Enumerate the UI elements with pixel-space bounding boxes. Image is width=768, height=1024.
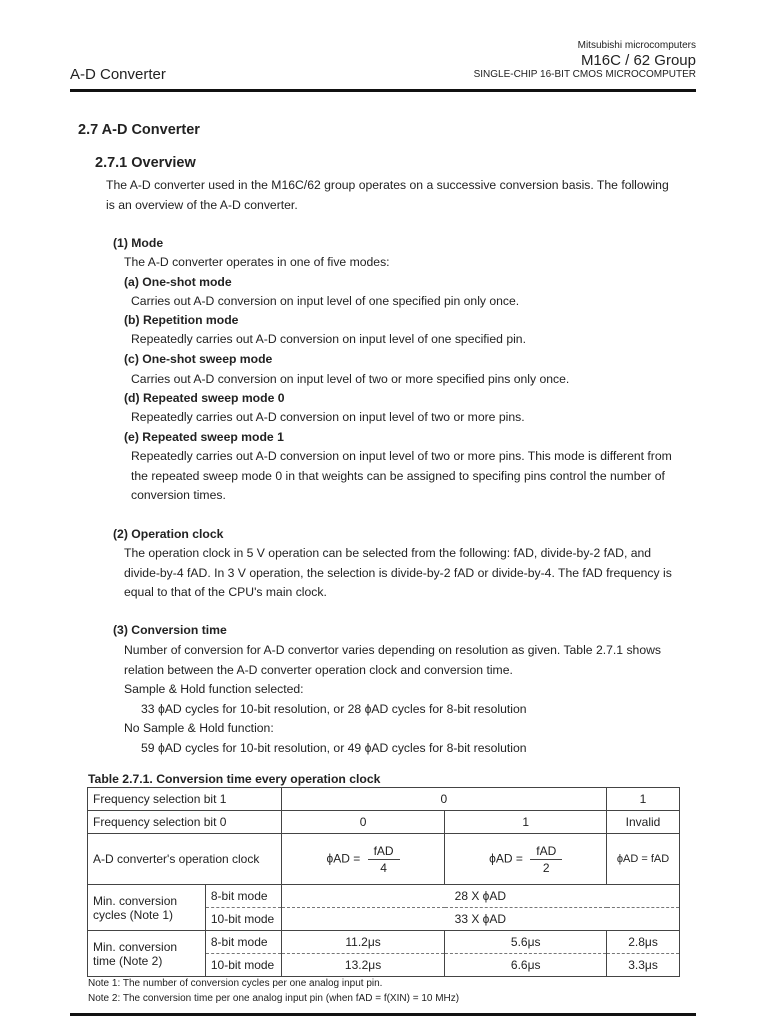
table-cell	[88, 885, 206, 931]
mode-b-title: (b) Repetition mode	[124, 313, 239, 327]
table-cell: A-D converter's operation clock	[88, 834, 282, 885]
table-cell: 1	[607, 788, 680, 811]
table-cell: 0	[281, 788, 606, 811]
mode-e-line: Repeatedly carries out A-D conversion on input level of two or more pins. This mode is different from	[131, 449, 672, 463]
table-cell: 13.2μs	[281, 954, 445, 977]
header-section: A-D Converter	[70, 66, 166, 83]
table-cell: Frequency selection bit 1	[88, 788, 282, 811]
fraction-numerator: fAD	[530, 844, 562, 860]
table-row	[88, 811, 680, 834]
table-cell	[281, 834, 445, 885]
phi-formula: ϕAD =	[489, 851, 523, 866]
clock-paragraph	[124, 544, 672, 603]
clock-line: The operation clock in 5 V operation can be selected from the following: fAD, divide-by-2 fAD, and	[124, 546, 652, 560]
fraction-denominator: 2	[542, 860, 550, 875]
conversion-time-table	[87, 787, 680, 977]
conversion-line: Sample & Hold function selected:	[124, 682, 304, 696]
header-rule	[70, 89, 696, 92]
table-cell: 28 X ϕAD	[281, 885, 679, 908]
table-cell: 5.6μs	[445, 931, 607, 954]
mode-b-desc: Repeatedly carries out A-D conversion on input level of one specified pin.	[131, 332, 526, 346]
mode-e-line: conversion times.	[131, 488, 226, 502]
conversion-line: 33 ϕAD cycles for 10-bit resolution, or 28 ϕAD cycles for 8-bit resolution	[141, 701, 527, 716]
mode-intro: The A-D converter operates in one of five modes:	[124, 255, 390, 269]
clock-line: divide-by-4 fAD. In 3 V operation, the selection is divide-by-2 fAD or divide-by-4. The fAD frequency is	[124, 565, 672, 580]
table-cell: 6.6μs	[445, 954, 607, 977]
table-row	[88, 885, 680, 908]
fraction-denominator: 4	[380, 860, 387, 875]
table-caption: Table 2.7.1. Conversion time every operation clock	[88, 772, 381, 786]
header-subtitle: SINGLE-CHIP 16-BIT CMOS MICROCOMPUTER	[473, 69, 696, 80]
intro-line: is an overview of the A-D converter.	[106, 197, 298, 212]
table-cell: 3.3μs	[607, 954, 680, 977]
footer-rule	[70, 1013, 696, 1016]
table-cell: 8-bit mode	[205, 885, 281, 908]
clock-line: equal to that of the CPU's main clock.	[124, 585, 327, 599]
table-cell	[445, 834, 607, 885]
mode-a-desc: Carries out A-D conversion on input level of one specified pin only once.	[131, 294, 520, 308]
section-title: 2.7 A-D Converter	[78, 122, 200, 138]
time-label-line: time (Note 2)	[93, 953, 163, 968]
cycles-label-line: cycles (Note 1)	[93, 907, 174, 922]
phi-formula: ϕAD =	[326, 851, 361, 866]
mode-e-title: (e) Repeated sweep mode 1	[124, 430, 284, 444]
table-row	[88, 788, 680, 811]
conversion-heading: (3) Conversion time	[113, 623, 227, 637]
section-subtitle: 2.7.1 Overview	[95, 155, 196, 171]
table-cell: Invalid	[607, 811, 680, 834]
table-cell: 0	[281, 811, 445, 834]
table-cell: Frequency selection bit 0	[88, 811, 282, 834]
intro-line: The A-D converter used in the M16C/62 group operates on a successive conversion basis. The following	[106, 178, 669, 192]
mode-c-desc: Carries out A-D conversion on input level of two or more specified pins only once.	[131, 372, 570, 386]
fraction-fad-4	[368, 844, 400, 875]
table-cell: 11.2μs	[281, 931, 445, 954]
header-company: Mitsubishi microcomputers	[577, 40, 696, 51]
table-cell: 33 X ϕAD	[281, 908, 679, 931]
clock-heading: (2) Operation clock	[113, 527, 224, 541]
time-label-line: Min. conversion	[93, 939, 178, 954]
conversion-line: No Sample & Hold function:	[124, 721, 274, 735]
table-cell: 10-bit mode	[205, 954, 281, 977]
header-group: M16C / 62 Group	[580, 52, 696, 69]
table-cell: ϕAD = fAD	[607, 834, 680, 885]
mode-heading: (1) Mode	[113, 236, 164, 250]
table-cell: 8-bit mode	[205, 931, 281, 954]
note-2: Note 2: The conversion time per one analog input pin (when fAD = f(XIN) = 10 MHz)	[88, 993, 460, 1004]
mode-e-desc	[131, 447, 672, 506]
fraction-fad-2	[530, 844, 562, 875]
conversion-line: 59 ϕAD cycles for 10-bit resolution, or 49 ϕAD cycles for 8-bit resolution	[141, 740, 527, 755]
fraction-numerator: fAD	[368, 844, 400, 860]
mode-a-title: (a) One-shot mode	[124, 275, 232, 289]
conversion-line: relation between the A-D converter operation clock and conversion time.	[124, 662, 513, 677]
table-cell	[88, 931, 206, 977]
note-1: Note 1: The number of conversion cycles per one analog input pin.	[88, 978, 383, 989]
table-row	[88, 931, 680, 954]
table-cell: 2.8μs	[607, 931, 680, 954]
mode-d-title: (d) Repeated sweep mode 0	[124, 391, 285, 405]
mode-c-title: (c) One-shot sweep mode	[124, 352, 273, 366]
table-cell: 10-bit mode	[205, 908, 281, 931]
cycles-label-line: Min. conversion	[93, 893, 178, 908]
table-cell: 1	[445, 811, 607, 834]
intro-paragraph	[106, 176, 669, 215]
conversion-line: Number of conversion for A-D convertor varies depending on resolution as given. Table 2.7.1 shows	[124, 643, 661, 657]
mode-e-line: the repeated sweep mode 0 in that weights can be assigned to specifing pins control the number of	[131, 468, 665, 483]
mode-d-desc: Repeatedly carries out A-D conversion on input level of two or more pins.	[131, 410, 525, 424]
table-row	[88, 834, 680, 885]
conversion-paragraph	[124, 641, 661, 758]
